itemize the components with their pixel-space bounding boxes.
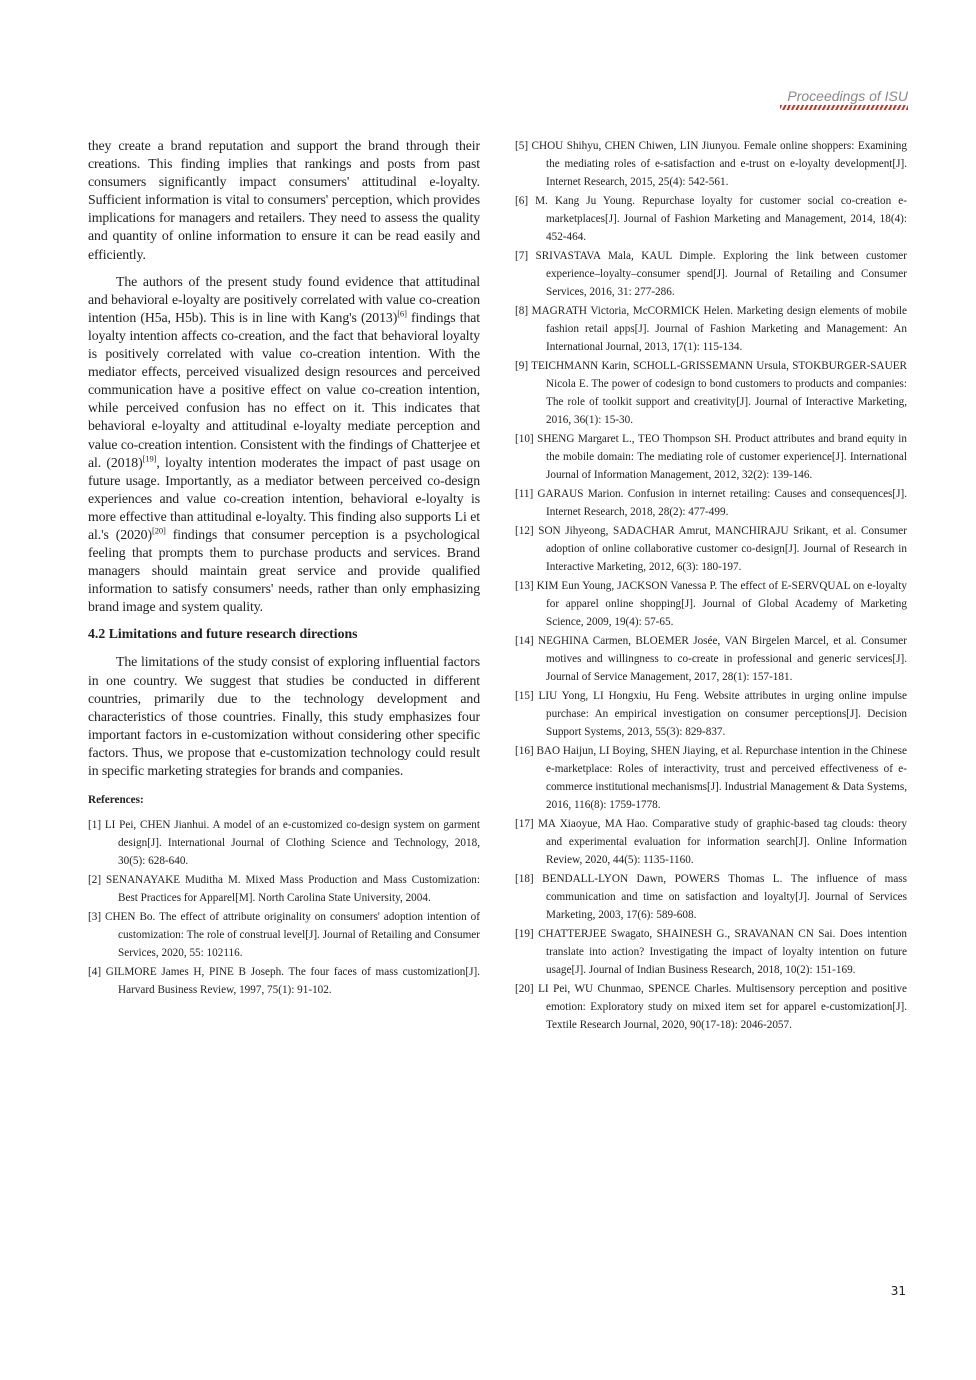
reference-item: [20] LI Pei, WU Chunmao, SPENCE Charles. Multisensory perception and positive emotion: Exploratory study on mixed item set for apparel e-customization[J]. Textile Research Journal, 2020, 90(17-18): 2046-2057.: [515, 983, 907, 1031]
reference-item: [11] GARAUS Marion. Confusion in internet retailing: Causes and consequences[J]. Internet Research, 2018, 28(2): 477-499.: [515, 488, 907, 518]
section-heading: 4.2 Limitations and future research directions: [88, 626, 358, 642]
header-hatched-bar: [780, 105, 908, 110]
paragraph-2: [88, 273, 480, 617]
reference-item: [7] SRIVASTAVA Mala, KAUL Dimple. Exploring the link between customer experience–loyalty–consumer spend[J]. Journal of Retailing and Consumer Services, 2016, 31: 277-286.: [515, 250, 907, 298]
reference-item: [17] MA Xiaoyue, MA Hao. Comparative study of graphic-based tag clouds: theory and experimental evaluation for information search[J]. Online Information Review, 2020, 44(5): 1135-1160.: [515, 818, 907, 866]
reference-item: [19] CHATTERJEE Swagato, SHAINESH G., SRAVANAN CN Sai. Does intention translate into action? Investigating the impact of loyalty intention on future usage[J]. Journal of Indian Business Research, 2018, 10(2): 151-169.: [515, 928, 907, 976]
reference-list-right: [515, 137, 907, 1034]
paragraph-2-text-d: findings that consumer perception is a psychological feeling that prompts them to purchase products and services. Brand managers should maintain great service and provide qualified information to satisfy consumers' needs, rather than only emphasizing brand image and system quality.: [88, 526, 480, 615]
reference-list-left: [88, 816, 480, 999]
reference-item: [14] NEGHINA Carmen, BLOEMER Josée, VAN Birgelen Marcel, et al. Consumer motives and willingness to co-create in professional and generic services[J]. Journal of Service Management, 2017, 28(1): 157-181.: [515, 635, 907, 683]
reference-item: [6] M. Kang Ju Young. Repurchase loyalty for customer social co-creation e-marketplaces[J]. Journal of Fashion Marketing and Management, 2014, 18(4): 452-464.: [515, 195, 907, 243]
reference-item: [15] LIU Yong, LI Hongxiu, Hu Feng. Website attributes in urging online impulse purchase: An empirical investigation on consumer perceptions[J]. Decision Support Systems, 2013, 55(3): 829-837.: [515, 690, 907, 738]
reference-item: [2] SENANAYAKE Muditha M. Mixed Mass Production and Mass Customization: Best Practices for Apparel[M]. North Carolina State University, 2004.: [88, 874, 480, 905]
reference-item: [1] LI Pei, CHEN Jianhui. A model of an e-customized co-design system on garment design[J]. International Journal of Clothing Science and Technology, 2018, 30(5): 628-640.: [88, 819, 480, 868]
citation-20: [20]: [151, 525, 166, 536]
paragraph-2-text-b: findings that loyalty intention affects co-creation, and the fact that behavioral loyalty is positively correlated with value co-creation intention. With the mediator effects, perceived visualized design resources and perceived communication have a positive effect on value co-creation intention, while perceived confusion has no effect on it. This indicates that behavioral e-loyalty and attitudinal e-loyalty mediate perception and value co-creation intention. Consistent with the findings of Chatterjee et al. (2018): [88, 309, 480, 470]
paragraph-3: The limitations of the study consist of exploring influential factors in one country. We suggest that studies be conducted in different countries, primarily due to the technology development and characteristics of those countries. Finally, this study emphasizes four important factors in e-customization without considering other specific factors. Thus, we propose that e-customization technology could result in specific marketing strategies for brands and companies.: [88, 654, 480, 778]
reference-item: [16] BAO Haijun, LI Boying, SHEN Jiaying, et al. Repurchase intention in the Chinese e-marketplace: Roles of interactivity, trust and perceived effectiveness of e-commerce institutional mechanisms[J]. Industrial Management & Data Systems, 2016, 116(8): 1759-1778.: [515, 745, 907, 811]
paragraph-2-text-c: , loyalty intention moderates the impact of past usage on future usage. Importantly, as a mediator between perceived co-design experiences and value co-creation intention, behavioral e-loyalty is more effective than attitudinal e-loyalty. This finding also supports Li et al.'s (2020): [88, 454, 481, 542]
reference-item: [10] SHENG Margaret L., TEO Thompson SH. Product attributes and brand equity in the mobile domain: The mediating role of customer experience[J]. International Journal of Information Management, 2012, 32(2): 139-146.: [515, 433, 907, 481]
running-header: [608, 88, 908, 110]
paragraph-2-text-a: The authors of the present study found evidence that attitudinal and behavioral e-loyalty are positively correlated with value co-creation intention (H5a, H5b). This is in line with Kang's (2013): [88, 273, 480, 325]
references-heading: References:: [88, 794, 144, 807]
reference-item: [13] KIM Eun Young, JACKSON Vanessa P. The effect of E-SERVQUAL on e-loyalty for apparel online shopping[J]. Journal of Global Academy of Marketing Science, 2009, 19(4): 57-65.: [515, 580, 907, 628]
reference-item: [5] CHOU Shihyu, CHEN Chiwen, LIN Jiunyou. Female online shoppers: Examining the mediating roles of e-satisfaction and e-trust on e-loyalty development[J]. Internet Research, 2015, 25(4): 542-561.: [515, 140, 907, 188]
right-column: [515, 137, 907, 1034]
reference-item: [12] SON Jihyeong, SADACHAR Amrut, MANCHIRAJU Srikant, et al. Consumer adoption of online collaborative customer co-design[J]. Journal of Research in Interactive Marketing, 2012, 6(3): 180-197.: [515, 525, 907, 573]
citation-19: [19]: [142, 453, 157, 463]
left-column: [88, 137, 480, 999]
reference-item: [9] TEICHMANN Karin, SCHOLL-GRISSEMANN Ursula, STOKBURGER-SAUER Nicola E. The power of codesign to bond customers to products and companies: The role of toolkit support and creativity[J]. Journal of Interactive Marketing, 2016, 36(1): 15-30.: [515, 360, 907, 426]
page-number: 31: [890, 1284, 906, 1298]
reference-item: [18] BENDALL-LYON Dawn, POWERS Thomas L. The influence of mass communication and time on satisfaction and loyalty[J]. Journal of Services Marketing, 2003, 17(6): 589-608.: [515, 873, 907, 921]
journal-title: Proceedings of ISU: [787, 88, 908, 104]
reference-item: [3] CHEN Bo. The effect of attribute originality on consumers' adoption intention of customization: The role of construal level[J]. Journal of Retailing and Consumer Services, 2020, 55: 102116.: [88, 911, 480, 960]
paragraph-1: they create a brand reputation and support the brand through their creations. This finding implies that rankings and posts from past consumers significantly impact consumers' attitudinal e-loyalty. Sufficient information is vital to consumers' perception, which provides implications for managers and retailers. They need to assess the quality and quantity of online information to ensure it can be read easily and efficiently.: [88, 138, 480, 262]
citation-6: [6]: [397, 308, 407, 319]
reference-item: [4] GILMORE James H, PINE B Joseph. The four faces of mass customization[J]. Harvard Business Review, 1997, 75(1): 91-102.: [88, 966, 480, 997]
reference-item: [8] MAGRATH Victoria, McCORMICK Helen. Marketing design elements of mobile fashion retail apps[J]. Journal of Fashion Marketing and Management: An International Journal, 2013, 17(1): 115-134.: [515, 305, 907, 353]
